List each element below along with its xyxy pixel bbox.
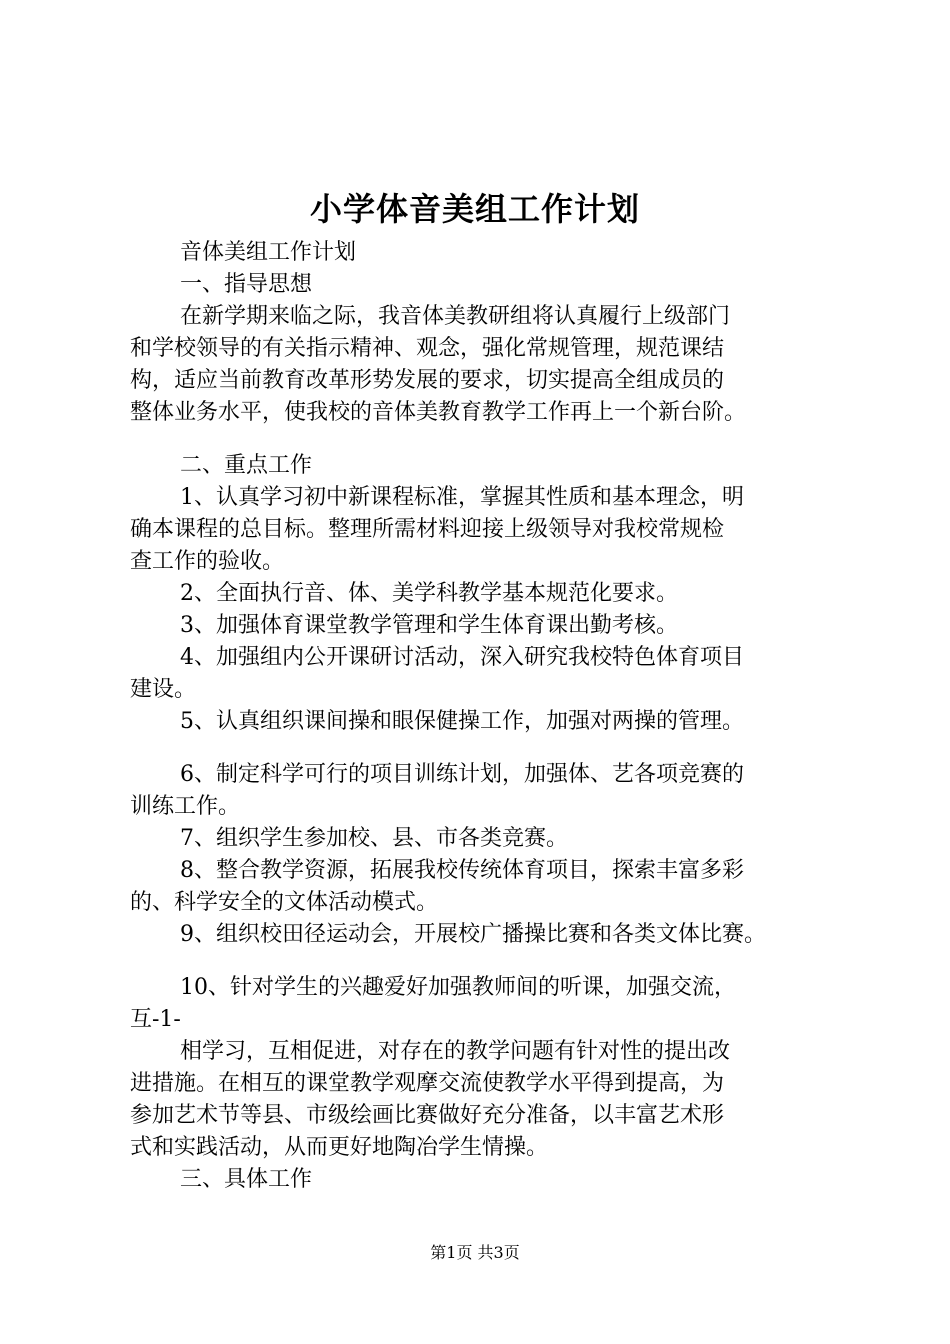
text-line: 三、具体工作 (180, 1167, 313, 1192)
document-title: 小学体音美组工作计划 (309, 190, 640, 228)
text-line: 建设。 (130, 677, 197, 702)
text-line: 相学习，互相促进，对存在的教学问题有针对性的提出改 (180, 1039, 731, 1064)
text-line: 进措施。在相互的课堂教学观摩交流使教学水平得到提高，为 (130, 1071, 725, 1096)
page-footer: 第1页 共3页 (430, 1243, 520, 1262)
text-line: 9、组织校田径运动会，开展校广播操比赛和各类文体比赛。 (180, 922, 766, 947)
text-line: 10、针对学生的兴趣爱好加强教师间的听课，加强交流， (180, 975, 736, 1000)
text-line: 式和实践活动，从而更好地陶冶学生情操。 (130, 1135, 549, 1160)
text-line: 互-1- (130, 1007, 181, 1032)
document-body (130, 237, 850, 1196)
text-line: 参加艺术节等县、市级绘画比赛做好充分准备，以丰富艺术形 (130, 1103, 725, 1128)
text-line: 整体业务水平，使我校的音体美教育教学工作再上一个新台阶。 (130, 400, 747, 425)
text-line: 二、重点工作 (180, 453, 313, 478)
paragraph-gap (130, 951, 850, 972)
text-line: 6、制定科学可行的项目训练计划，加强体、艺各项竞赛的 (180, 762, 744, 787)
text-line: 音体美组工作计划 (180, 240, 357, 265)
text-line: 8、整合教学资源，拓展我校传统体育项目，探索丰富多彩 (180, 858, 744, 883)
text-line: 在新学期来临之际，我音体美教研组将认真履行上级部门 (180, 304, 731, 329)
text-line: 7、组织学生参加校、县、市各类竞赛。 (180, 826, 568, 851)
text-line: 训练工作。 (130, 794, 241, 819)
paragraph-gap (130, 738, 850, 759)
text-line: 3、加强体育课堂教学管理和学生体育课出勤考核。 (180, 613, 678, 638)
text-line: 2、全面执行音、体、美学科教学基本规范化要求。 (180, 581, 678, 606)
text-line: 5、认真组织课间操和眼保健操工作，加强对两操的管理。 (180, 709, 744, 734)
text-line: 构，适应当前教育改革形势发展的要求，切实提高全组成员的 (130, 368, 725, 393)
text-line: 查工作的验收。 (130, 549, 285, 574)
text-line: 和学校领导的有关指示精神、观念，强化常规管理，规范课结 (130, 336, 725, 361)
text-line: 确本课程的总目标。整理所需材料迎接上级领导对我校常规检 (130, 517, 725, 542)
text-line: 1、认真学习初中新课程标准，掌握其性质和基本理念，明 (180, 485, 744, 510)
text-line: 的、科学安全的文体活动模式。 (130, 890, 439, 915)
paragraph-gap (130, 429, 850, 450)
text-line: 一、指导思想 (180, 272, 313, 297)
text-line: 4、加强组内公开课研讨活动，深入研究我校特色体育项目 (180, 645, 744, 670)
